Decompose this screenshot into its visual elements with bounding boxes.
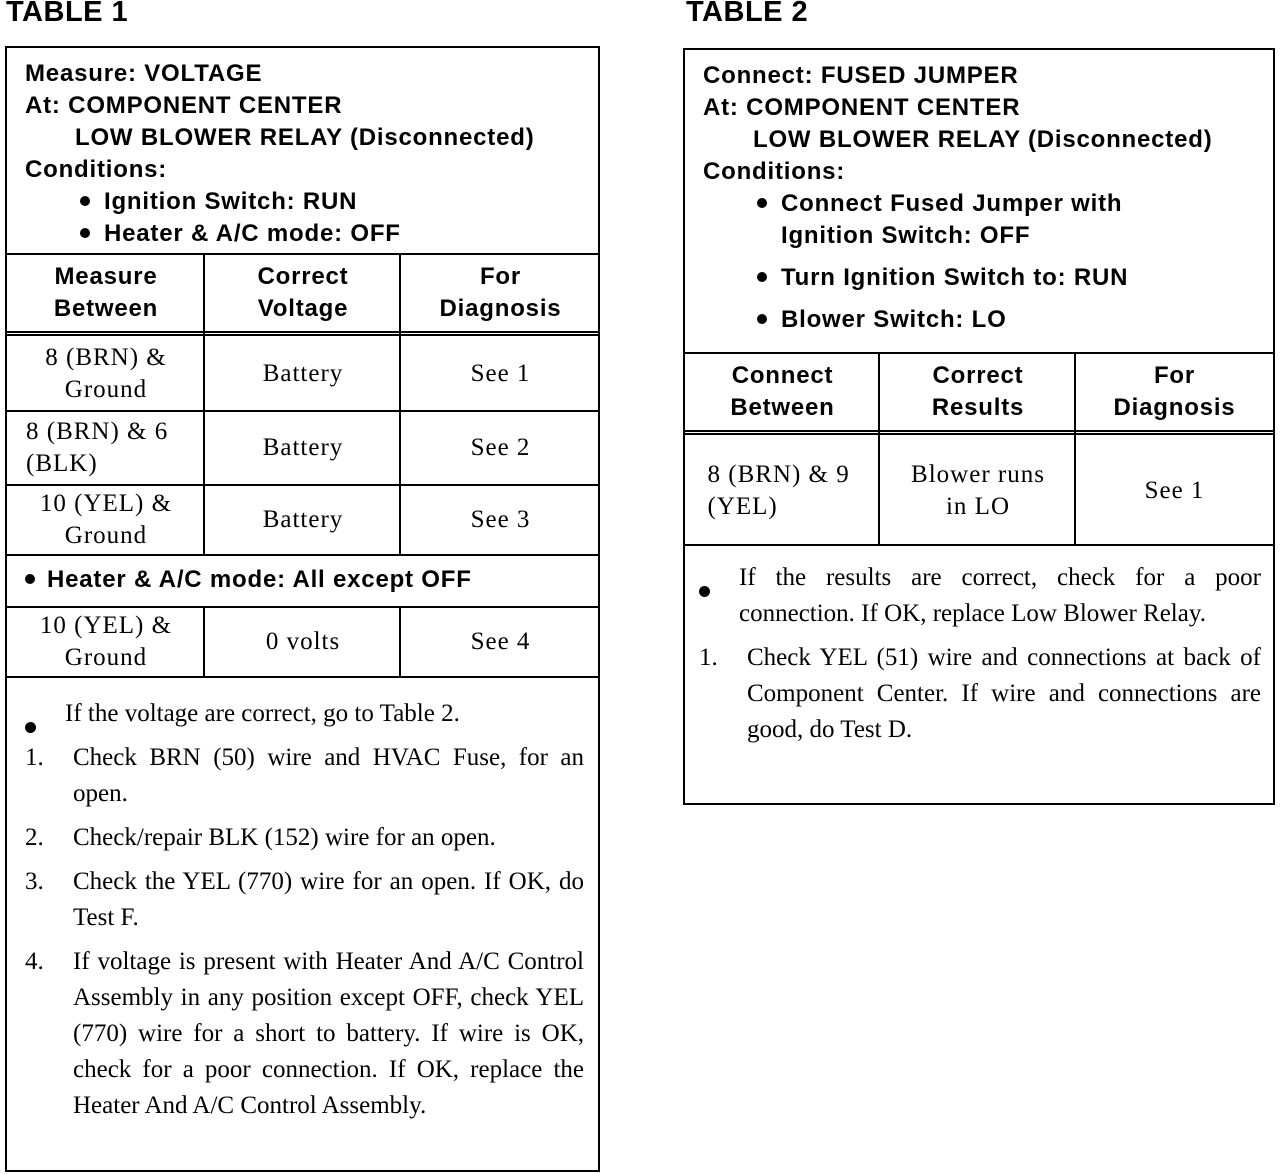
table2-title: TABLE 2 <box>686 0 809 28</box>
table1-header <box>7 48 598 250</box>
table1-measure: Measure: VOLTAGE <box>25 60 263 87</box>
table-cell: See 4 <box>470 628 531 655</box>
bullet-icon <box>757 198 767 208</box>
table-cell: See 1 <box>1144 477 1205 504</box>
bullet-icon <box>757 272 767 282</box>
table2-connect: Connect: FUSED JUMPER <box>703 62 1019 89</box>
table-cell: Battery <box>262 506 344 533</box>
table-cell: 10 (YEL) & Ground <box>39 612 173 671</box>
table1-col-header: Correct Voltage <box>257 263 349 322</box>
list-item: 1. Check BRN (50) wire and HVAC Fuse, for an open. <box>25 744 584 807</box>
table1-col-header: For Diagnosis <box>439 263 562 322</box>
table1-title: TABLE 1 <box>6 0 129 28</box>
table1-condition: Ignition Switch: RUN <box>25 186 598 218</box>
table2-location: LOW BLOWER RELAY (Disconnected) <box>753 126 1213 153</box>
list-item: If the voltage are correct, go to Table 2. <box>25 696 584 732</box>
bullet-icon <box>25 722 36 733</box>
list-item: If the results are correct, check for a poor connection. If OK, replace Low Blower Relay. <box>699 560 1261 632</box>
table-cell: See 2 <box>470 434 531 461</box>
table-cell: 8 (BRN) & 9 (YEL) <box>707 461 850 520</box>
table2-condition-cont: Ignition Switch: OFF <box>781 222 1031 249</box>
table1-at: At: COMPONENT CENTER <box>25 92 343 119</box>
table1 <box>5 46 600 1172</box>
table-cell: See 1 <box>470 360 531 387</box>
table2-condition: Blower Switch: LO <box>703 304 1273 336</box>
bullet-icon <box>699 586 710 597</box>
list-item: 2. Check/repair BLK (152) wire for an open. <box>25 824 496 851</box>
table2-conditions-label: Conditions: <box>703 158 846 185</box>
table-cell: 0 volts <box>265 628 341 655</box>
table1-location: LOW BLOWER RELAY (Disconnected) <box>75 124 535 151</box>
table2-notes <box>685 560 1273 756</box>
list-item: 3. Check the YEL (770) wire for an open. If OK, do Test F. <box>25 868 584 931</box>
list-item: 1. Check YEL (51) wire and connections at back of Component Center. If wire and connections are good, do Test D. <box>699 644 1261 743</box>
table2-at: At: COMPONENT CENTER <box>703 94 1021 121</box>
table1-condition: Heater & A/C mode: OFF <box>25 218 598 250</box>
table-cell: 8 (BRN) & Ground <box>45 344 167 403</box>
table-cell: Blower runs in LO <box>911 461 1045 520</box>
table-cell: 8 (BRN) & 6 (BLK) <box>26 418 169 477</box>
list-item: 4. If voltage is present with Heater And A/C Control Assembly in any position except OFF, check YEL (770) wire for a short to battery. If wire is OK, check for a poor connection. If OK, replace the Heater And A/C Control Assembly. <box>25 948 584 1119</box>
table1-condition2: Heater & A/C mode: All except OFF <box>25 566 472 594</box>
table1-conditions-label: Conditions: <box>25 156 168 183</box>
table2-col-header: Correct Results <box>931 362 1025 421</box>
table2-condition: Turn Ignition Switch to: RUN <box>703 262 1273 294</box>
bullet-icon <box>80 228 90 238</box>
table2-header <box>685 50 1273 336</box>
table-cell: See 3 <box>470 506 531 533</box>
table1-col-header: Measure Between <box>53 263 159 322</box>
table2-col-header: For Diagnosis <box>1113 362 1236 421</box>
table2 <box>683 48 1275 805</box>
table1-notes <box>7 696 598 1132</box>
bullet-icon <box>757 314 767 324</box>
table2-condition: Connect Fused Jumper with <box>703 188 1273 220</box>
table-cell: Battery <box>262 360 344 387</box>
bullet-icon <box>80 196 90 206</box>
bullet-icon <box>25 574 35 584</box>
table-cell: 10 (YEL) & Ground <box>39 490 173 549</box>
table-cell: Battery <box>262 434 344 461</box>
table2-col-header: Connect Between <box>730 362 835 421</box>
